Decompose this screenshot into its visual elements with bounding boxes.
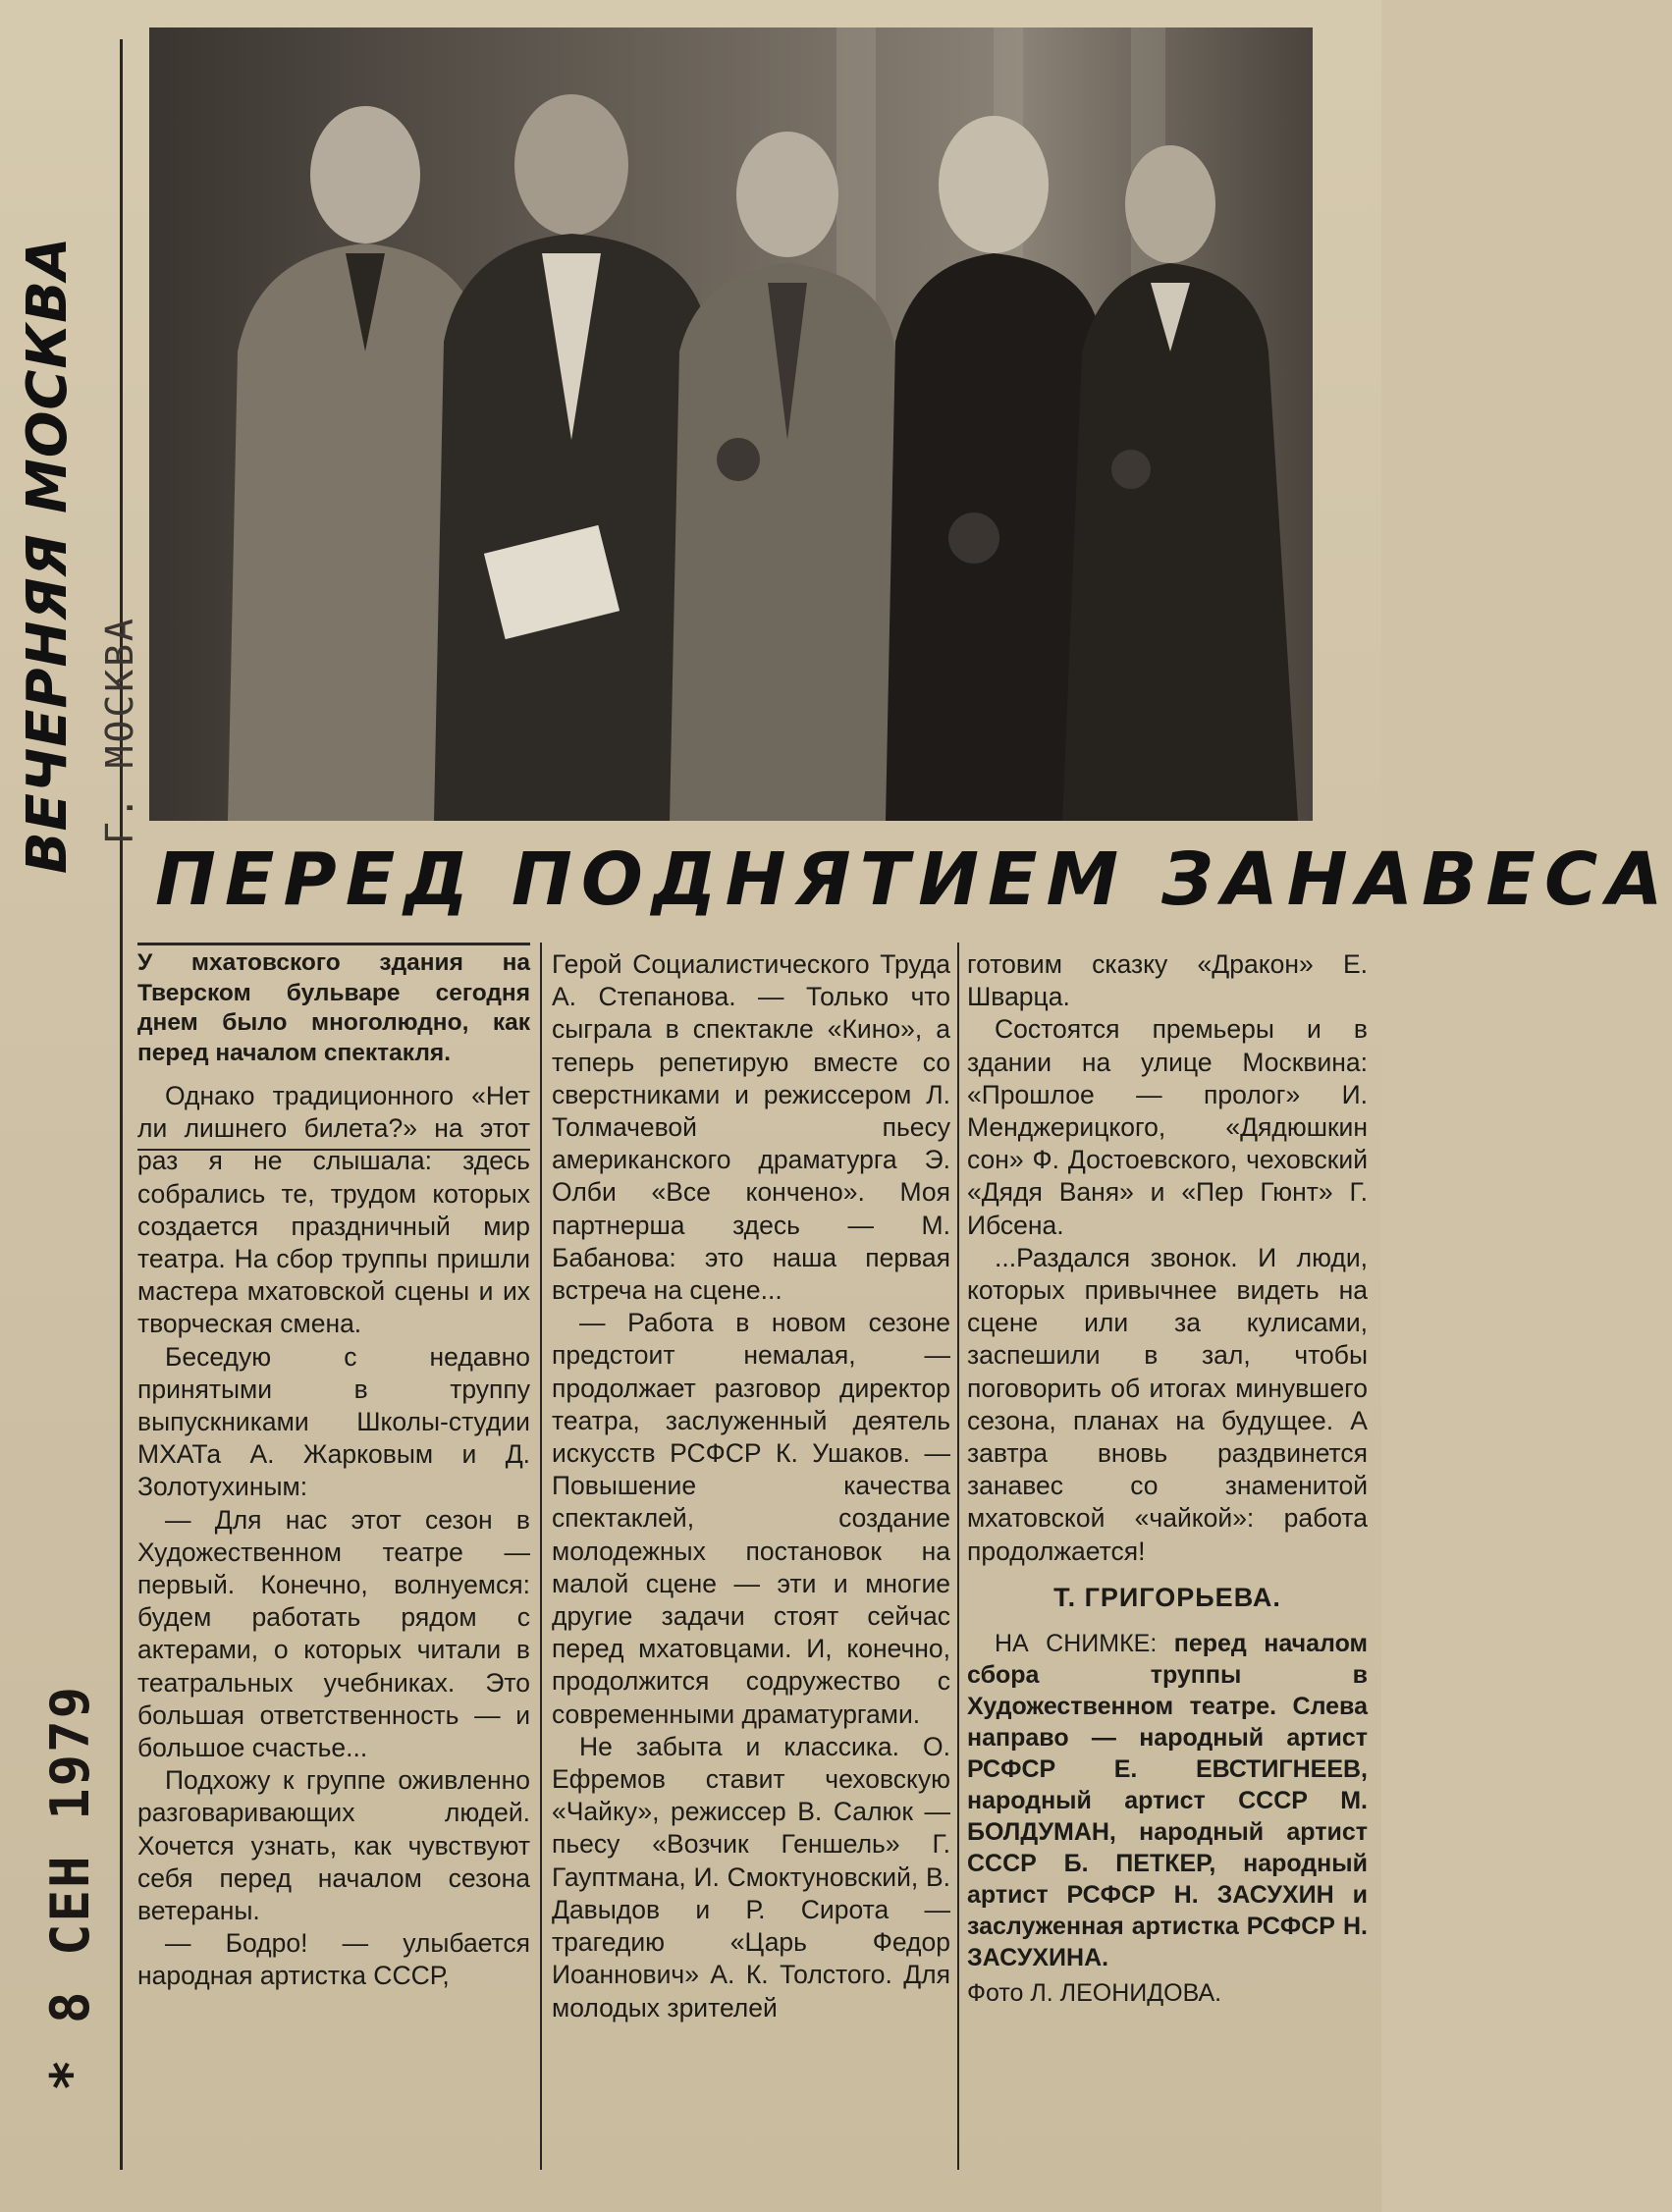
paragraph: — Для нас этот сезон в Художественном театре — первый. Конечно, волнуемся: будем работать рядом с актерами, о которых читали в театральных учебниках. Это большая ответственность — и большое счастье... xyxy=(137,1504,530,1763)
author-signature: Т. ГРИГОРЬЕВА. xyxy=(1053,1582,1281,1612)
column-divider xyxy=(957,943,959,2170)
paragraph: Однако традиционного «Нет ли лишнего билета?» на этот раз я не слышала: здесь собрались те, трудом которых создается праздничный мир театра. На сбор труппы пришли мастера мхатовской сцены и их творческая смена. xyxy=(137,1081,530,1339)
article-lead: У мхатовского здания на Тверском бульваре сегодня днем было многолюдно, как перед началом спектакля. xyxy=(137,949,530,1066)
column-divider xyxy=(540,943,542,2170)
stamp-divider xyxy=(120,39,123,2170)
article-column-1 xyxy=(137,948,530,1993)
group-photo-image xyxy=(149,27,1313,821)
city-stamp: Г. МОСКВА xyxy=(98,616,141,844)
paragraph: ...Раздался звонок. И люди, которых привычнее видеть на сцене или за кулисами, заспешили в зал, чтобы поговорить об итогах минувшего сезона, планах на будущее. А завтра вновь раздвинется занавес со знаменитой мхатовской «чайкой»: работа продолжается! xyxy=(967,1242,1368,1566)
paragraph: — Бодро! — улыбается народная артистка СССР, xyxy=(137,1928,530,1991)
paragraph: — Работа в новом сезоне предстоит немалая, — продолжает разговор директор театра, заслуженный деятель искусств РСФСР К. Ушаков. — Повышение качества спектаклей, создание молодежных постановок на малой сцене — эти и многие другие задачи стоят сейчас перед мхатовцами. И, конечно, продолжится содружество с современными драматургами. xyxy=(552,1308,950,1729)
photo-caption xyxy=(967,1628,1368,1973)
date-stamp: * 8 СЕН 1979 xyxy=(39,1684,101,2091)
paragraph: Беседую с недавно принятыми в труппу выпускниками Школы-студии МХАТа А. Жарковым и Д. Золотухиным: xyxy=(137,1341,530,1502)
paragraph: готовим сказку «Дракон» Е. Шварца. xyxy=(967,949,1368,1012)
photo-credit: Фото Л. ЛЕОНИДОВА. xyxy=(967,1979,1222,2008)
newspaper-masthead-stamp: ВЕЧЕРНЯЯ МОСКВА xyxy=(16,236,80,874)
paragraph: Подхожу к группе оживленно разговаривающих людей. Хочется узнать, как чувствуют себя перед началом сезона ветераны. xyxy=(137,1765,530,1926)
article-column-3 xyxy=(967,948,1368,2009)
paragraph: Герой Социалистического Труда А. Степанова. — Только что сыграла в спектакле «Кино», а теперь репетирую вместе со сверстниками и режиссером Л. Толмачевой пьесу американского драматурга Э. Олби «Все кончено». Моя партнерша здесь — М. Бабанова: это наша первая встреча на сцене... xyxy=(552,949,950,1306)
group-photo xyxy=(149,27,1313,821)
caption-body: перед началом сбора труппы в Художественном театре. Слева направо — народный артист РСФСР Е. ЕВСТИГНЕЕВ, народный артист СССР М. БОЛДУМАН, народный артист СССР Б. ПЕТКЕР, народный артист РСФСР Н. ЗАСУХИН и заслуженная артистка РСФСР Н. ЗАСУХИНА. xyxy=(967,1630,1368,1972)
paragraph: Не забыта и классика. О. Ефремов ставит чеховскую «Чайку», режиссер В. Салюк — пьесу «Возчик Геншель» Г. Гауптмана, И. Смоктуновский, В. Давыдов и Р. Сирота — трагедию «Царь Федор Иоаннович» А. К. Толстого. Для молодых зрителей xyxy=(552,1731,950,2023)
paragraph: Состоятся премьеры и в здании на улице Москвина: «Прошлое — пролог» И. Менджерицкого, «Дядюшкин сон» Ф. Достоевского, чеховский «Дядя Ваня» и «Пер Гюнт» Г. Ибсена. xyxy=(967,1014,1368,1240)
caption-label: НА СНИМКЕ: xyxy=(995,1630,1158,1658)
article-column-2 xyxy=(552,948,950,2024)
headline: ПЕРЕД ПОДНЯТИЕМ ЗАНАВЕСА xyxy=(155,837,1672,922)
lead-top-rule xyxy=(137,943,530,945)
